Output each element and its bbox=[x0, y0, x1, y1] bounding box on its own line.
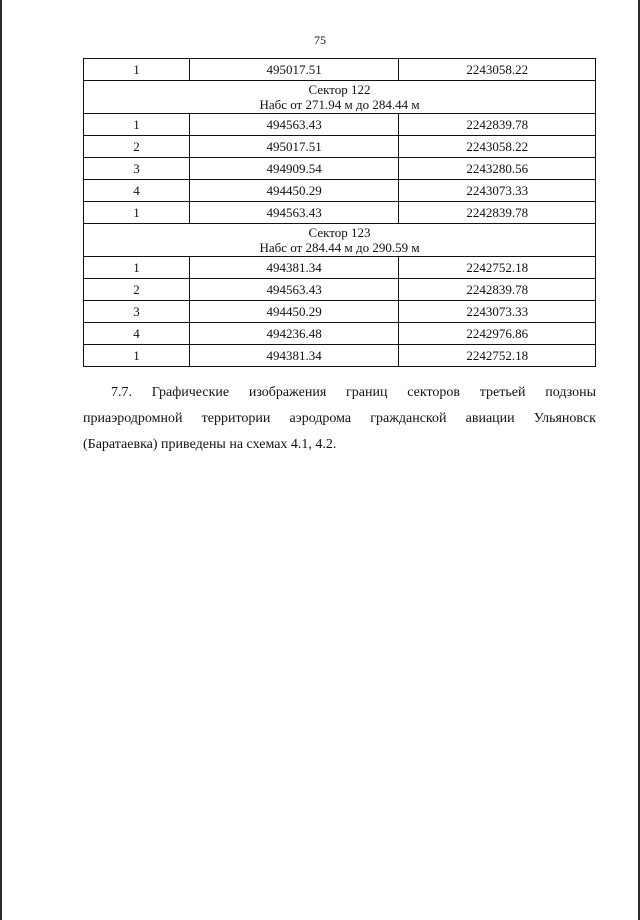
point-number-cell: 1 bbox=[84, 59, 190, 81]
paragraph-word: подзоны bbox=[545, 385, 596, 400]
paragraph-line bbox=[83, 380, 596, 406]
x-coordinate-cell: 495017.51 bbox=[189, 136, 398, 158]
table-row bbox=[84, 180, 596, 202]
x-coordinate-cell: 494236.48 bbox=[189, 323, 398, 345]
y-coordinate-cell: 2243073.33 bbox=[399, 180, 596, 202]
table-row bbox=[84, 279, 596, 301]
section-7-7-paragraph bbox=[83, 380, 596, 458]
y-coordinate-cell: 2242839.78 bbox=[399, 202, 596, 224]
point-number-cell: 1 bbox=[84, 257, 190, 279]
paragraph-word: территории bbox=[201, 411, 271, 426]
sector-title: Сектор 122 bbox=[308, 82, 371, 97]
x-coordinate-cell: 494450.29 bbox=[189, 180, 398, 202]
point-number-cell: 3 bbox=[84, 158, 190, 180]
table-row bbox=[84, 202, 596, 224]
coordinates-table bbox=[83, 58, 596, 367]
table-row bbox=[84, 257, 596, 279]
table-row bbox=[84, 301, 596, 323]
y-coordinate-cell: 2243280.56 bbox=[399, 158, 596, 180]
page-number: 75 bbox=[314, 33, 326, 47]
x-coordinate-cell: 494381.34 bbox=[189, 345, 398, 367]
x-coordinate-cell: 494450.29 bbox=[189, 301, 398, 323]
x-coordinate-cell: 494381.34 bbox=[189, 257, 398, 279]
point-number-cell: 3 bbox=[84, 301, 190, 323]
sector-height-range: Набс от 271.94 м до 284.44 м bbox=[259, 97, 420, 112]
table-row bbox=[84, 323, 596, 345]
x-coordinate-cell: 494563.43 bbox=[189, 279, 398, 301]
y-coordinate-cell: 2243058.22 bbox=[399, 59, 596, 81]
paragraph-word: изображения bbox=[248, 385, 327, 400]
paragraph-word: секторов bbox=[407, 385, 460, 400]
point-number-cell: 1 bbox=[84, 345, 190, 367]
paragraph-word: приаэродромной bbox=[83, 411, 183, 426]
x-coordinate-cell: 495017.51 bbox=[189, 59, 398, 81]
y-coordinate-cell: 2242839.78 bbox=[399, 114, 596, 136]
table-row bbox=[84, 136, 596, 158]
y-coordinate-cell: 2242752.18 bbox=[399, 257, 596, 279]
table-row bbox=[84, 345, 596, 367]
table-row bbox=[84, 114, 596, 136]
point-number-cell: 4 bbox=[84, 323, 190, 345]
paragraph-word: Графические bbox=[151, 385, 230, 400]
paragraph-word: (Баратаевка) приведены на схемах 4.1, 4.2. bbox=[83, 437, 337, 452]
point-number-cell: 2 bbox=[84, 279, 190, 301]
paragraph-word: третьей bbox=[479, 385, 526, 400]
sector-title: Сектор 123 bbox=[308, 225, 371, 240]
paragraph-word: гражданской bbox=[370, 411, 447, 426]
y-coordinate-cell: 2242839.78 bbox=[399, 279, 596, 301]
paragraph-word: Ульяновск bbox=[533, 411, 596, 426]
sector-header-row bbox=[84, 81, 596, 114]
paragraph-line bbox=[83, 406, 596, 432]
paragraph-word: 7.7. bbox=[111, 385, 132, 400]
point-number-cell: 1 bbox=[84, 114, 190, 136]
x-coordinate-cell: 494909.54 bbox=[189, 158, 398, 180]
x-coordinate-cell: 494563.43 bbox=[189, 202, 398, 224]
paragraph-word: авиации bbox=[465, 411, 515, 426]
table-row bbox=[84, 158, 596, 180]
sector-header-cell bbox=[84, 81, 596, 114]
x-coordinate-cell: 494563.43 bbox=[189, 114, 398, 136]
sector-height-range: Набс от 284.44 м до 290.59 м bbox=[259, 240, 420, 255]
point-number-cell: 2 bbox=[84, 136, 190, 158]
scan-left-edge bbox=[0, 0, 2, 920]
coordinates-table-body bbox=[84, 59, 596, 367]
paragraph-word: аэродрома bbox=[289, 411, 352, 426]
point-number-cell: 4 bbox=[84, 180, 190, 202]
sector-header-row bbox=[84, 224, 596, 257]
y-coordinate-cell: 2243058.22 bbox=[399, 136, 596, 158]
y-coordinate-cell: 2242976.86 bbox=[399, 323, 596, 345]
paragraph-line bbox=[83, 432, 596, 458]
paragraph-word: границ bbox=[346, 385, 388, 400]
point-number-cell: 1 bbox=[84, 202, 190, 224]
y-coordinate-cell: 2243073.33 bbox=[399, 301, 596, 323]
table-row bbox=[84, 59, 596, 81]
y-coordinate-cell: 2242752.18 bbox=[399, 345, 596, 367]
sector-header-cell bbox=[84, 224, 596, 257]
